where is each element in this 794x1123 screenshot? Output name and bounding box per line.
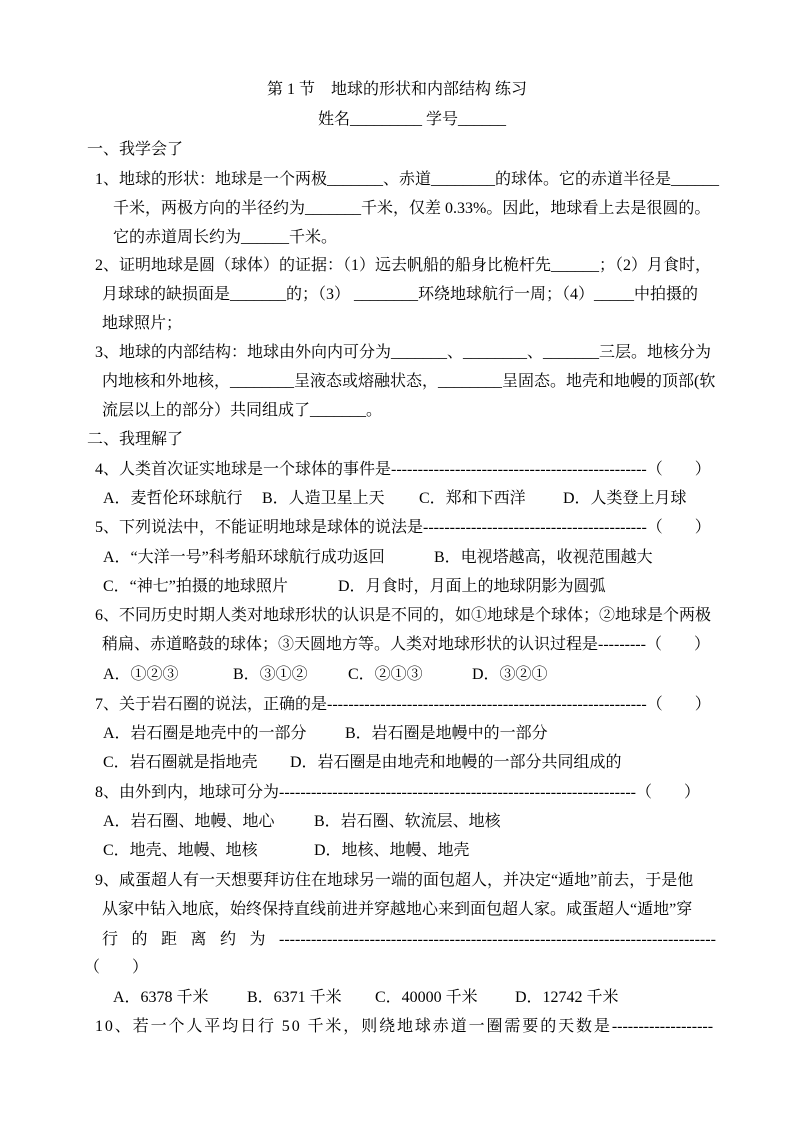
question-5 [80, 518, 730, 597]
section-heading-understood: 二、我理解了 [87, 431, 184, 448]
section-heading-learned: 一、我学会了 [87, 141, 184, 158]
question-3-line-2: 内地核和外地核，________呈液态或熔融状态，________呈固态。地壳和地幔的顶部(软 [102, 373, 716, 390]
question-2-line-3: 地球照片； [102, 315, 183, 332]
question-1-line-1: 1、地球的形状：地球是一个两极_______、赤道________的球体。它的赤道半径是______ [95, 171, 720, 188]
question-4-option-d: D．人类登上月球 [563, 490, 687, 507]
question-8-option-d: D．地核、地幔、地壳 [314, 842, 470, 859]
question-7-option-a: A．岩石圈是地壳中的一部分 [103, 725, 307, 742]
question-9-option-d: D．12742 千米 [515, 989, 619, 1006]
question-4-option-b: B．人造卫星上天 [262, 490, 385, 507]
question-6-option-b: B．③①② [233, 666, 308, 683]
question-6-option-a: A．①②③ [103, 666, 179, 683]
question-9-stem-line-2: 从家中钻入地底，始终保持直线前进并穿越地心来到面包超人家。咸蛋超人“遁地”穿 [102, 901, 693, 918]
question-8-option-b: B．岩石圈、软流层、地核 [314, 813, 501, 830]
question-9 [80, 871, 730, 1008]
question-10-line [95, 1017, 713, 1037]
question-5-option-d: D．月食时，月面上的地球阴影为圆弧 [338, 578, 606, 595]
question-10-answer-leader: ------------------- [611, 1018, 714, 1035]
question-3 [80, 343, 730, 421]
worksheet-title: 第 1 节 地球的形状和内部结构 练习 [266, 81, 527, 98]
question-9-stem-line-3: 行 的 距 离 约 为 ---------------------------------------------------------------------------------- [102, 931, 716, 948]
question-4-option-c: C．郑和下西洋 [419, 490, 526, 507]
question-5-option-b: B．电视塔越高，收视范围越大 [434, 549, 653, 566]
question-8-option-c: C．地壳、地幔、地核 [103, 842, 258, 859]
question-5-option-a: A．“大洋一号”科考船环球航行成功返回 [103, 549, 385, 566]
question-10-stem: 10、若一个人平均日行 50 千米，则绕地球赤道一圈需要的天数是 [95, 1018, 612, 1035]
question-6-stem-line-2: 稍扁、赤道略鼓的球体；③天圆地方等。人类对地球形状的认识过程是---------（ ） [102, 636, 710, 653]
question-6 [80, 606, 730, 685]
question-7-option-d: D．岩石圈是由地壳和地幔的一部分共同组成的 [290, 754, 622, 771]
question-4-option-a: A．麦哲伦环球航行 [103, 490, 243, 507]
question-1 [80, 170, 730, 248]
question-7-option-c: C．岩石圈就是指地壳 [103, 754, 258, 771]
question-6-option-d: D．③②① [472, 666, 548, 683]
question-8 [80, 783, 730, 861]
question-2-line-1: 2、证明地球是圆（球体）的证据：（1）远去帆船的船身比桅杆先______；（2）月食时， [95, 257, 712, 274]
question-4 [80, 460, 730, 509]
question-2 [80, 256, 730, 334]
question-9-option-b: B．6371 千米 [247, 989, 342, 1006]
question-9-option-a: A．6378 千米 [113, 989, 209, 1006]
question-10 [80, 1017, 730, 1037]
question-9-option-c: C．40000 千米 [375, 989, 478, 1006]
question-9-answer-blank: （ ） [84, 959, 149, 976]
question-7-option-b: B．岩石圈是地幔中的一部分 [345, 725, 548, 742]
question-1-line-3: 它的赤道周长约为______千米。 [113, 229, 338, 246]
question-6-option-c: C．②①③ [348, 666, 423, 683]
question-6-stem-line-1: 6、不同历史时期人类对地球形状的认识是不同的，如①地球是个球体；②地球是个两极 [95, 607, 712, 624]
question-8-stem: 8、由外到内，地球可分为-------------------------------------------------------------------（ ） [95, 784, 700, 801]
question-3-line-1: 3、地球的内部结构：地球由外向内可分为_______、________、_______三层。地核分为 [95, 344, 712, 361]
question-1-line-2: 千米，两极方向的半径约为_______千米，仅差 0.33%。因此，地球看上去是很圆的。 [113, 200, 711, 217]
question-7 [80, 695, 730, 773]
question-8-option-a: A．岩石圈、地幔、地心 [103, 813, 275, 830]
question-5-stem: 5、下列说法中，不能证明地球是球体的说法是------------------------------------------（ ） [95, 519, 711, 536]
question-2-line-2: 月球球的缺损面是_______的；（3） ________环绕地球航行一周；（4）_____中拍摄的 [102, 286, 699, 303]
question-3-line-3: 流层以上的部分）共同组成了_______。 [102, 402, 383, 419]
question-9-stem-line-1: 9、咸蛋超人有一天想要拜访住在地球另一端的面包超人，并决定“遁地”前去，于是他 [95, 872, 694, 889]
question-7-stem: 7、关于岩石圈的说法，正确的是------------------------------------------------------------（ ） [95, 696, 711, 713]
question-5-option-c: C．“神七”拍摄的地球照片 [103, 578, 288, 595]
student-info-line: 姓名_________ 学号______ [318, 111, 507, 128]
question-4-stem: 4、人类首次证实地球是一个球体的事件是------------------------------------------------（ ） [95, 461, 711, 478]
